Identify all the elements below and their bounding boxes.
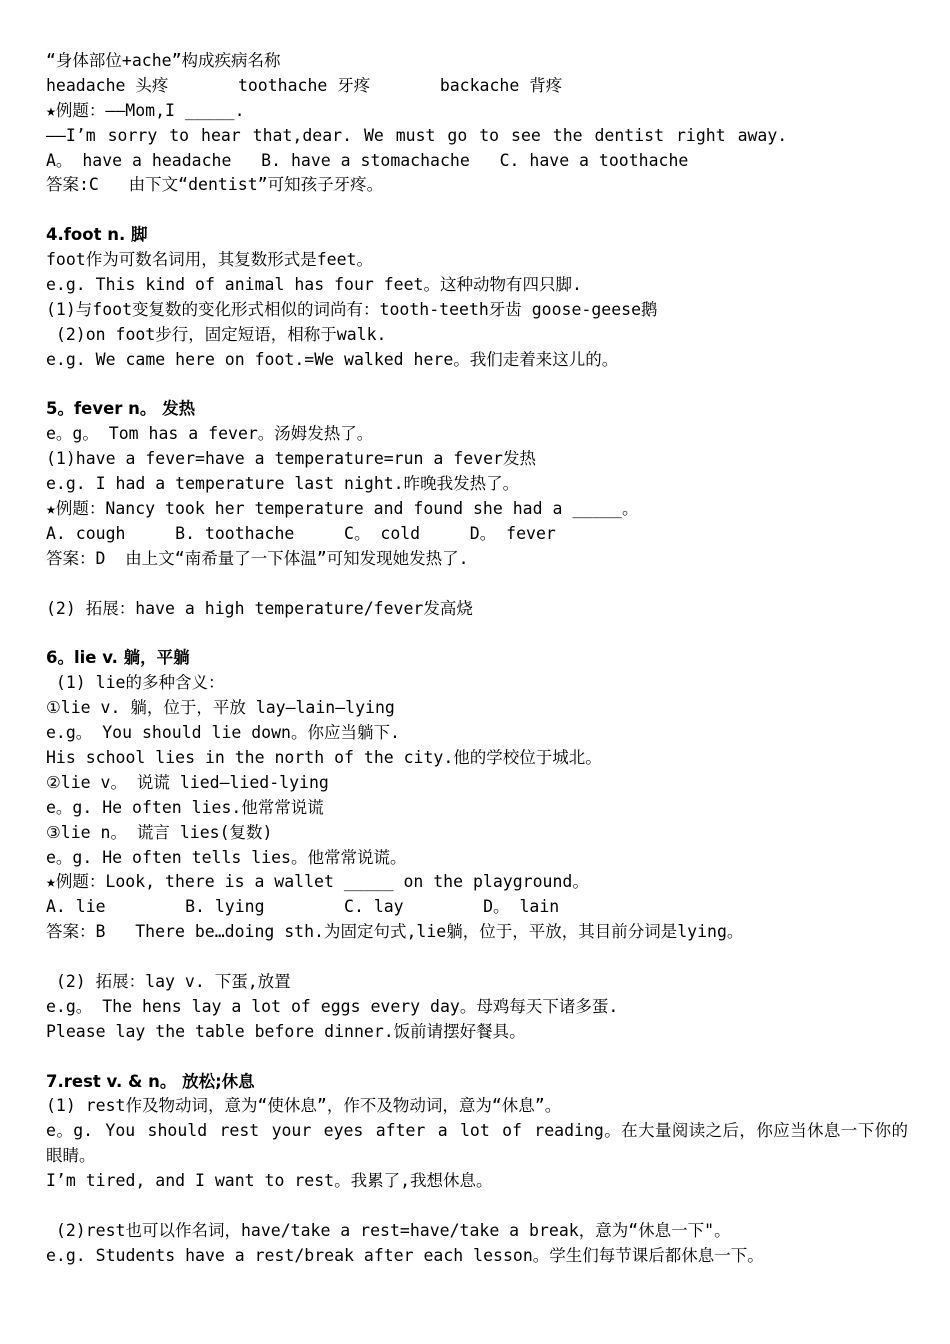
spacer [46, 373, 908, 398]
heading-rest: 7.rest v. & n。 放松;休息 [46, 1071, 255, 1091]
spacer [46, 1194, 908, 1219]
section-intro: “身体部位+ache”构成疾病名称 [46, 51, 281, 70]
example-question: ★例题：Look, there is a wallet _____ on the playground。 [46, 872, 589, 892]
example-options: A. lie B. lying C. lay D。 lain [46, 897, 560, 917]
heading-foot: 4.foot n. 脚 [46, 225, 148, 245]
text-line: (1)与foot变复数的变化形式相似的词尚有：tooth-teeth牙齿 goose-geese鹅 [46, 299, 658, 319]
spacer [46, 945, 908, 970]
text-line: Please lay the table before dinner.饭前请摆好餐具。 [46, 1021, 526, 1041]
text-line: e.g. Students have a rest/break after each lesson。学生们每节课后都休息一下。 [46, 1245, 764, 1265]
text-line: e.g。 You should lie down。你应当躺下. [46, 723, 400, 743]
text-line: (1) lie的多种含义： [46, 673, 225, 693]
example-options: A. cough B. toothache C。 cold D。 fever [46, 523, 556, 543]
text-line: ③lie n。 谎言 lies(复数) [46, 822, 273, 842]
example-question: ★例题：Nancy took her temperature and found she had a _____。 [46, 499, 639, 519]
text-line: e。g. You should rest your eyes after a lot of reading。在大量阅读之后，你应当休息一下你的眼睛。 [46, 1121, 908, 1166]
text-line: His school lies in the north of the city.他的学校位于城北。 [46, 747, 602, 767]
text-line: e。g. He often lies.他常常说谎 [46, 797, 324, 817]
example-dialogue: ——I’m sorry to hear that,dear. We must go to see the dentist right away. [46, 125, 788, 145]
spacer [46, 1045, 908, 1070]
document-page [46, 49, 908, 1269]
text-line: (2) 拓展：have a high temperature/fever发高烧 [46, 598, 473, 618]
example-answer: 答案:C 由下文“dentist”可知孩子牙疼。 [46, 175, 384, 195]
text-line: ②lie v。 说谎 lied—lied-lying [46, 772, 329, 792]
heading-fever: 5。fever n。 发热 [46, 399, 196, 419]
example-options: A。 have a headache B. have a stomachache C. have a toothache [46, 150, 689, 170]
spacer [46, 572, 908, 597]
text-line: ①lie v. 躺，位于，平放 lay—lain—lying [46, 698, 395, 718]
ache-examples: headache 头疼 toothache 牙疼 backache 背疼 [46, 75, 563, 95]
text-line: (2)on foot步行，固定短语，相称于walk. [46, 324, 387, 344]
text-line: e。g。 Tom has a fever。汤姆发热了。 [46, 424, 374, 444]
example-answer: 答案：B There be…doing sth.为固定句式,lie躺，位于，平放，其目前分词是lying。 [46, 922, 744, 942]
text-line: e.g. I had a temperature last night.昨晚我发热了。 [46, 474, 520, 494]
spacer [46, 198, 908, 223]
text-line: (1) rest作及物动词，意为“使休息”，作不及物动词，意为“休息”。 [46, 1096, 562, 1116]
text-line: e.g. This kind of animal has four feet。这种动物有四只脚. [46, 275, 582, 295]
text-line: (2) 拓展：lay v. 下蛋,放置 [46, 971, 291, 991]
text-line: e。g. He often tells lies。他常常说谎。 [46, 847, 407, 867]
text-line: (1)have a fever=have a temperature=run a fever发热 [46, 449, 536, 469]
text-line: e.g. We came here on foot.=We walked here。我们走着来这儿的。 [46, 349, 619, 369]
text-line: e.g。 The hens lay a lot of eggs every day。母鸡每天下诸多蛋. [46, 996, 619, 1016]
text-line: foot作为可数名词用，其复数形式是feet。 [46, 250, 373, 270]
example-question: ★例题：——Mom,I _____. [46, 100, 245, 120]
text-line: (2)rest也可以作名词，have/take a rest=have/take a break，意为“休息一下"。 [46, 1220, 731, 1240]
spacer [46, 622, 908, 647]
text-line: I’m tired, and I want to rest。我累了,我想休息。 [46, 1171, 493, 1191]
example-answer: 答案：D 由上文“南希量了一下体温”可知发现她发热了. [46, 548, 469, 568]
heading-lie: 6。lie v. 躺，平躺 [46, 648, 190, 668]
